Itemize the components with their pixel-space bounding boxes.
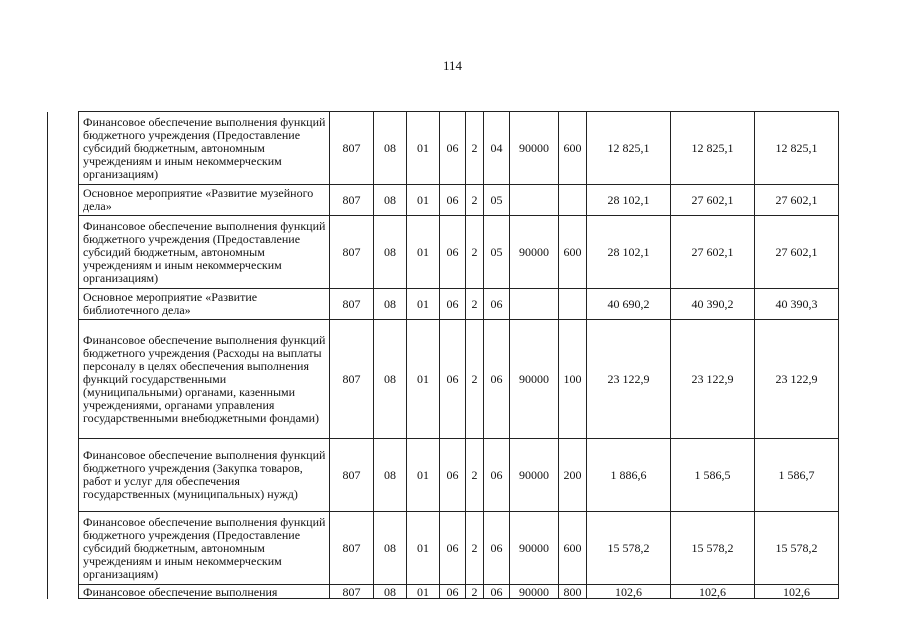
expense-type-code	[559, 289, 587, 320]
expense-type-code	[559, 185, 587, 216]
ministry-code: 807	[330, 289, 374, 320]
amount-year-2: 40 390,2	[671, 289, 755, 320]
event-code: 06	[484, 320, 510, 439]
table-row	[48, 289, 839, 320]
table-row	[48, 185, 839, 216]
expense-type-code: 600	[559, 216, 587, 289]
event-code: 05	[484, 185, 510, 216]
page-number: 114	[442, 58, 463, 73]
amount-year-3: 23 122,9	[755, 320, 839, 439]
amount-year-2: 102,6	[671, 585, 755, 599]
direction-code: 90000	[510, 216, 559, 289]
amount-year-2: 27 602,1	[671, 216, 755, 289]
table-row	[48, 439, 839, 512]
amount-year-2: 27 602,1	[671, 185, 755, 216]
row-spacer-cell	[48, 216, 79, 289]
subprogram-code: 2	[466, 112, 484, 185]
ministry-code: 807	[330, 320, 374, 439]
event-code: 06	[484, 439, 510, 512]
row-spacer-cell	[48, 320, 79, 439]
amount-year-3: 40 390,3	[755, 289, 839, 320]
expense-type-code: 200	[559, 439, 587, 512]
event-code: 06	[484, 585, 510, 599]
direction-code: 90000	[510, 320, 559, 439]
subprogram-code: 2	[466, 185, 484, 216]
amount-year-1: 15 578,2	[587, 512, 671, 585]
program-code: 06	[440, 512, 466, 585]
amount-year-3: 102,6	[755, 585, 839, 599]
row-spacer-cell	[48, 289, 79, 320]
subprogram-code: 2	[466, 289, 484, 320]
subsection-code: 01	[407, 439, 440, 512]
amount-year-3: 15 578,2	[755, 512, 839, 585]
expense-description: Финансовое обеспечение выполнения	[79, 585, 330, 599]
expense-description: Основное мероприятие «Развитие музейного дела»	[79, 185, 330, 216]
expense-type-code: 600	[559, 512, 587, 585]
expense-description: Финансовое обеспечение выполнения функций бюджетного учреждения (Предоставление субсидий бюджетным, автономным учреждениям и иным некоммерческим организациям)	[79, 512, 330, 585]
row-spacer-cell	[48, 439, 79, 512]
ministry-code: 807	[330, 585, 374, 599]
subsection-code: 01	[407, 585, 440, 599]
program-code: 06	[440, 185, 466, 216]
row-spacer-cell	[48, 112, 79, 185]
direction-code: 90000	[510, 512, 559, 585]
row-spacer-cell	[48, 185, 79, 216]
section-code: 08	[374, 112, 407, 185]
direction-code: 90000	[510, 112, 559, 185]
amount-year-1: 23 122,9	[587, 320, 671, 439]
expense-description: Финансовое обеспечение выполнения функций бюджетного учреждения (Расходы на выплаты персоналу в целях обеспечения выполнения функций государственными (муниципальными) органами, казенными учреждениями, органами управления государственными внебюджетными фондами)	[79, 320, 330, 439]
subsection-code: 01	[407, 185, 440, 216]
amount-year-1: 12 825,1	[587, 112, 671, 185]
subprogram-code: 2	[466, 439, 484, 512]
event-code: 06	[484, 289, 510, 320]
expense-description: Финансовое обеспечение выполнения функций бюджетного учреждения (Предоставление субсидий бюджетным, автономным учреждениям и иным некоммерческим организациям)	[79, 112, 330, 185]
expense-type-code: 100	[559, 320, 587, 439]
table-row	[48, 512, 839, 585]
event-code: 05	[484, 216, 510, 289]
section-code: 08	[374, 320, 407, 439]
expense-type-code: 600	[559, 112, 587, 185]
amount-year-1: 28 102,1	[587, 216, 671, 289]
direction-code: 90000	[510, 585, 559, 599]
table-row	[48, 216, 839, 289]
program-code: 06	[440, 216, 466, 289]
subsection-code: 01	[407, 216, 440, 289]
program-code: 06	[440, 112, 466, 185]
direction-code: 90000	[510, 439, 559, 512]
direction-code	[510, 289, 559, 320]
section-code: 08	[374, 185, 407, 216]
expense-type-code: 800	[559, 585, 587, 599]
ministry-code: 807	[330, 216, 374, 289]
expense-description: Основное мероприятие «Развитие библиотечного дела»	[79, 289, 330, 320]
event-code: 04	[484, 112, 510, 185]
table-row	[48, 585, 839, 599]
section-code: 08	[374, 439, 407, 512]
amount-year-1: 40 690,2	[587, 289, 671, 320]
ministry-code: 807	[330, 112, 374, 185]
row-spacer-cell	[48, 585, 79, 599]
program-code: 06	[440, 320, 466, 439]
section-code: 08	[374, 289, 407, 320]
section-code: 08	[374, 512, 407, 585]
subsection-code: 01	[407, 289, 440, 320]
amount-year-3: 27 602,1	[755, 185, 839, 216]
expense-description: Финансовое обеспечение выполнения функций бюджетного учреждения (Закупка товаров, работ и услуг для обеспечения государственных (муниципальных) нужд)	[79, 439, 330, 512]
section-code: 08	[374, 216, 407, 289]
amount-year-3: 27 602,1	[755, 216, 839, 289]
direction-code	[510, 185, 559, 216]
section-code: 08	[374, 585, 407, 599]
amount-year-3: 12 825,1	[755, 112, 839, 185]
amount-year-1: 102,6	[587, 585, 671, 599]
event-code: 06	[484, 512, 510, 585]
amount-year-1: 28 102,1	[587, 185, 671, 216]
amount-year-2: 1 586,5	[671, 439, 755, 512]
program-code: 06	[440, 439, 466, 512]
amount-year-2: 12 825,1	[671, 112, 755, 185]
ministry-code: 807	[330, 185, 374, 216]
program-code: 06	[440, 289, 466, 320]
ministry-code: 807	[330, 439, 374, 512]
subprogram-code: 2	[466, 216, 484, 289]
subsection-code: 01	[407, 512, 440, 585]
amount-year-1: 1 886,6	[587, 439, 671, 512]
amount-year-2: 15 578,2	[671, 512, 755, 585]
table-row	[48, 112, 839, 185]
subsection-code: 01	[407, 112, 440, 185]
subprogram-code: 2	[466, 512, 484, 585]
amount-year-3: 1 586,7	[755, 439, 839, 512]
ministry-code: 807	[330, 512, 374, 585]
subsection-code: 01	[407, 320, 440, 439]
subprogram-code: 2	[466, 585, 484, 599]
subprogram-code: 2	[466, 320, 484, 439]
amount-year-2: 23 122,9	[671, 320, 755, 439]
program-code: 06	[440, 585, 466, 599]
budget-table	[47, 111, 839, 599]
expense-description: Финансовое обеспечение выполнения функций бюджетного учреждения (Предоставление субсидий бюджетным, автономным учреждениям и иным некоммерческим организациям)	[79, 216, 330, 289]
table-row	[48, 320, 839, 439]
row-spacer-cell	[48, 512, 79, 585]
